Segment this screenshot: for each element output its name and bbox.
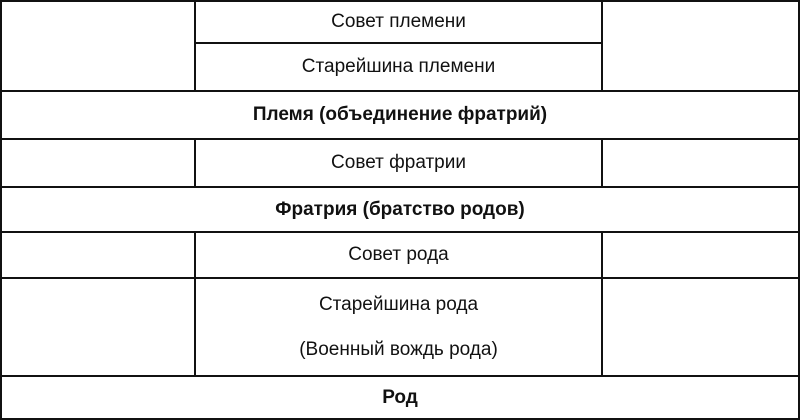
tribe-elder-cell: [196, 44, 601, 90]
phratry-council-label: Совет фратрии: [331, 152, 466, 173]
clan-header-cell: [2, 377, 798, 418]
clan-header-label: Род: [382, 386, 418, 408]
phratry-council-cell: [196, 140, 601, 186]
tribe-council-cell: [196, 2, 601, 42]
inner-right-phratry: [601, 138, 603, 187]
tribe-header-cell: [2, 92, 798, 138]
clan-council-cell: [196, 233, 601, 277]
phratry-header-label: Фратрия (братство родов): [275, 198, 525, 220]
clan-war-chief-label: (Военный вождь рода): [299, 339, 498, 360]
tribe-elder-label: Старейшина племени: [301, 56, 496, 77]
clan-elder-cell: [196, 279, 601, 375]
inner-right-clan: [601, 231, 603, 376]
tribe-header-label: Племя (объединение фратрий): [252, 104, 548, 125]
clan-council-label: Совет рода: [348, 244, 449, 265]
inner-right-tribe: [601, 0, 603, 91]
phratry-header-cell: [2, 188, 798, 231]
tribe-council-label: Совет племени: [331, 11, 466, 32]
clan-elder-label: Старейшина рода: [318, 294, 479, 315]
